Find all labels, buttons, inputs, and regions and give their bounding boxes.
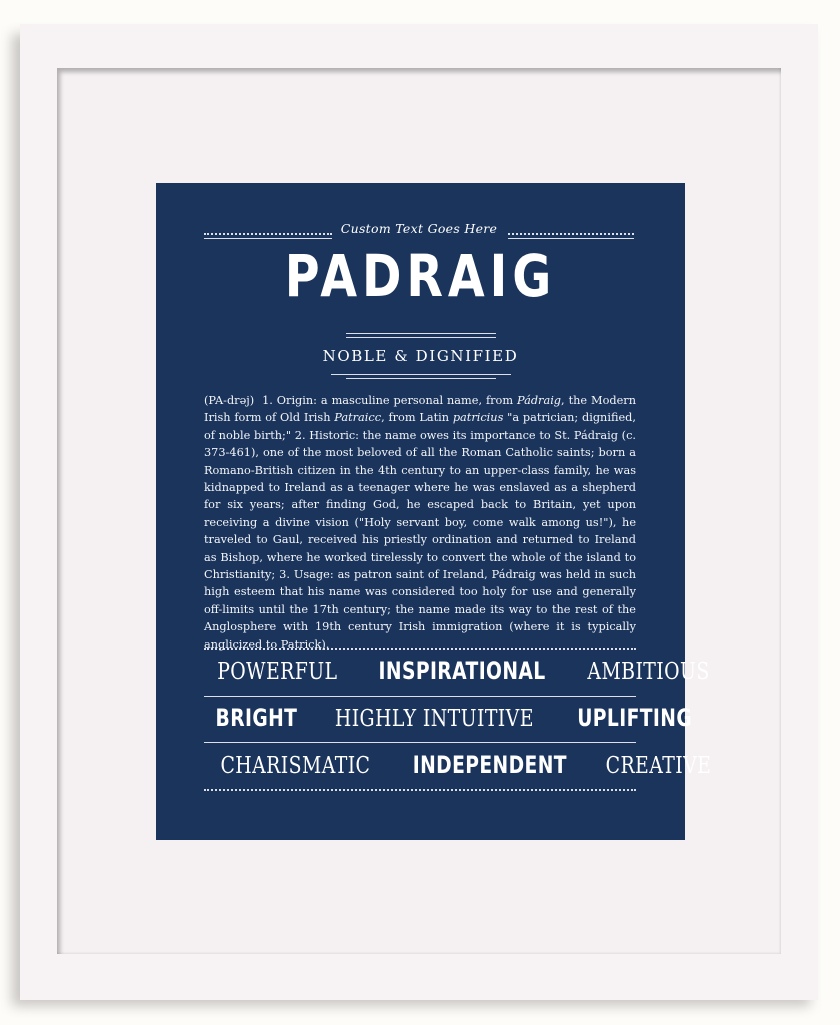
solid-rule-right bbox=[508, 238, 634, 239]
trait: CREATIVE bbox=[605, 753, 711, 779]
traits-divider-2 bbox=[204, 742, 636, 743]
name-title: PADRAIG bbox=[284, 242, 557, 310]
name-meaning: NOBLE & DIGNIFIED bbox=[322, 347, 519, 365]
trait: AMBITIOUS bbox=[587, 659, 710, 685]
trait: HIGHLY INTUITIVE bbox=[335, 706, 535, 732]
meaning-top-rule bbox=[346, 333, 496, 334]
traits-bottom-dotted-rule bbox=[204, 789, 636, 791]
meaning-top-rule-2 bbox=[346, 337, 496, 338]
definition-text-2: , the Modern Irish form of Old Irish bbox=[204, 394, 636, 425]
dotted-rule-right bbox=[508, 233, 634, 235]
definition-italic-2: Patraicc bbox=[334, 411, 382, 425]
traits-row-3 bbox=[204, 751, 711, 785]
traits-row-1 bbox=[204, 657, 710, 691]
custom-text-row bbox=[204, 221, 634, 243]
trait: POWERFUL bbox=[217, 659, 338, 685]
definition-text-1: 1. Origin: a masculine personal name, from bbox=[262, 394, 517, 407]
trait: CHARISMATIC bbox=[220, 753, 371, 779]
pronunciation: (PA-drəj) bbox=[204, 394, 255, 407]
name-definition bbox=[204, 392, 636, 653]
meaning-bottom-rule-2 bbox=[346, 378, 496, 379]
solid-rule-left bbox=[204, 238, 332, 239]
definition-text-3: , from Latin bbox=[381, 411, 453, 425]
trait: BRIGHT bbox=[215, 704, 298, 732]
custom-text: Custom Text Goes Here bbox=[340, 221, 498, 236]
trait: UPLIFTING bbox=[576, 704, 692, 732]
definition-text-4: "a patrician; dignified, of noble birth;" 2. Historic: the name owes its importance to St. Pádraig (c. 373-461), one of the most beloved of all the Roman Catholic saints; born a Romano-British citizen in the 4th century to an upper-class family, he was kidnapped to Ireland as a teenager where he was enslaved as a shepherd for six years; after finding God, he escaped back to Britain, yet upon receiving a divine vision ("Holy servant boy, come walk among us!"), he traveled to Gaul, received his priestly ordination and returned to Ireland as Bishop, where he worked tirelessly to convert the whole of the island to Christianity; 3. Usage: as patron saint of Ireland, Pádraig was held in such high esteem that his name was considered too holy for use and generally off-limits until the 17th century; the name made its way to the rest of the Anglosphere with 19th century Irish immigration (where it is typically anglicized to Patrick). bbox=[204, 411, 636, 651]
traits-divider-1 bbox=[204, 696, 636, 697]
trait: INSPIRATIONAL bbox=[378, 657, 546, 685]
name-print bbox=[156, 183, 711, 840]
traits-row-2 bbox=[204, 704, 692, 738]
definition-italic-1: Pádraig bbox=[517, 394, 562, 407]
traits-top-dotted-rule bbox=[204, 648, 636, 650]
trait: INDEPENDENT bbox=[413, 751, 568, 779]
definition-italic-3: patricius bbox=[452, 411, 504, 425]
meaning-bottom-rule bbox=[331, 374, 511, 375]
